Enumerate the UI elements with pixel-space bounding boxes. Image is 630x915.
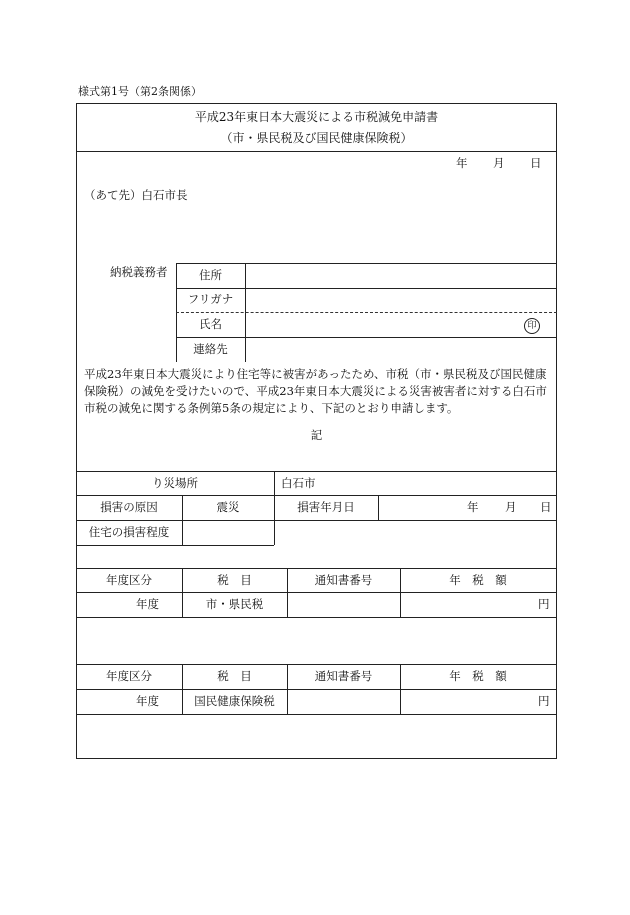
table1-row-item: 市・県民税 xyxy=(205,597,264,611)
damage-degree-field[interactable] xyxy=(183,521,274,545)
damage-date-year: 年 xyxy=(467,500,479,514)
table1-bottom-line xyxy=(76,617,557,618)
addressee: （あて先）白石市長 xyxy=(84,188,188,202)
contact-label: 連絡先 xyxy=(193,342,228,356)
table1-row-unit: 円 xyxy=(538,597,550,611)
table2-header-notice: 通知書番号 xyxy=(314,669,373,683)
address-label: 住所 xyxy=(199,268,222,282)
disaster-row3-line xyxy=(76,545,274,546)
table2-top-line xyxy=(76,664,557,665)
title-divider xyxy=(76,151,557,152)
table2-header-year: 年度区分 xyxy=(106,669,152,683)
furigana-field[interactable] xyxy=(246,289,556,312)
ki-heading: 記 xyxy=(310,428,323,442)
cause-value: 震災 xyxy=(216,500,240,514)
disaster-row1-line xyxy=(76,495,557,496)
table2-header-amount: 年 税 額 xyxy=(449,669,507,683)
table2-bottom-line xyxy=(76,714,557,715)
place-value: 白石市 xyxy=(281,476,316,490)
table1-header-amount: 年 税 額 xyxy=(449,573,507,587)
table2-row-item: 国民健康保険税 xyxy=(194,694,275,708)
disaster-top-line xyxy=(76,471,557,472)
disaster-date-col-divider xyxy=(378,495,379,520)
date-day: 日 xyxy=(530,156,542,170)
date-year: 年 xyxy=(456,156,468,170)
table1-header-notice: 通知書番号 xyxy=(314,573,373,587)
table2-row-year: 年度 xyxy=(136,694,159,708)
furigana-label: フリガナ xyxy=(187,292,234,306)
table1-header-year: 年度区分 xyxy=(106,573,152,587)
form-title: 平成23年東日本大震災による市税減免申請書 xyxy=(194,110,439,124)
name-label: 氏名 xyxy=(199,317,222,331)
disaster-row2-line xyxy=(76,520,557,521)
form-subtitle: （市・県民税及び国民健康保険税） xyxy=(220,131,413,145)
seal-mark: 印 xyxy=(524,318,540,334)
table2-row-unit: 円 xyxy=(538,694,550,708)
table1-notice-field[interactable] xyxy=(288,593,400,617)
table1-header-item: 税 目 xyxy=(217,573,252,587)
place-label: り災場所 xyxy=(152,476,198,490)
table2-header-item: 税 目 xyxy=(217,669,252,683)
cause-label: 損害の原因 xyxy=(100,500,158,514)
form-label: 様式第1号（第2条関係） xyxy=(78,85,202,98)
damage-degree-label: 住宅の損害程度 xyxy=(88,525,170,539)
damage-date-label: 損害年月日 xyxy=(297,500,355,514)
name-field[interactable] xyxy=(246,313,556,337)
date-month: 月 xyxy=(493,156,505,170)
outer-top-border xyxy=(76,103,557,104)
statement-paragraph: 平成23年東日本大震災により住宅等に被害があったため、市税（市・県民税及び国民健康保険税）の減免を受けたいので、平成23年東日本大震災による災害被害者に対する白石市市税の減免に関する条例第5条の規定により、下記のとおり申請します。 xyxy=(84,367,547,415)
outer-bottom-border xyxy=(76,758,557,759)
table1-top-line xyxy=(76,568,557,569)
damage-date-day: 日 xyxy=(540,500,552,514)
contact-field[interactable] xyxy=(246,338,556,362)
address-field[interactable] xyxy=(246,264,556,288)
taxpayer-label: 納税義務者 xyxy=(110,265,168,279)
damage-date-month: 月 xyxy=(505,500,517,514)
table1-row-year: 年度 xyxy=(136,597,159,611)
table2-notice-field[interactable] xyxy=(288,690,400,714)
